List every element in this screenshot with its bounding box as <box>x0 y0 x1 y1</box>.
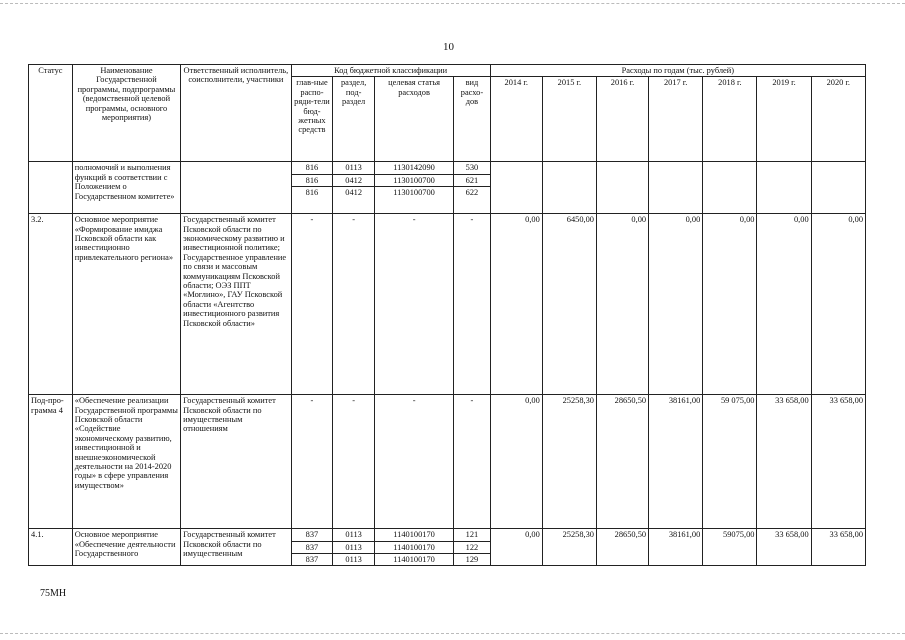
code-csr: 1130100700 <box>374 174 453 186</box>
value-cell: 0,00 <box>490 529 542 566</box>
value-cell: 0,00 <box>703 214 757 395</box>
value-cell: 0,00 <box>757 214 811 395</box>
header-status: Статус <box>29 65 73 162</box>
header-csr: целевая статья расходов <box>374 77 453 162</box>
value-cell <box>703 162 757 214</box>
value-cell: 33 658,00 <box>757 395 811 529</box>
code-rzpr: 0412 <box>333 187 375 214</box>
value-cell: 0,00 <box>811 214 865 395</box>
code-rzpr: 0113 <box>333 554 375 566</box>
header-year: 2018 г. <box>703 77 757 162</box>
scan-edge-bottom <box>0 633 905 634</box>
row-status: 4.1. <box>29 529 73 566</box>
code-csr: 1140100170 <box>374 529 453 541</box>
value-cell: 0,00 <box>649 214 703 395</box>
header-year: 2017 г. <box>649 77 703 162</box>
value-cell: 25258,30 <box>542 395 596 529</box>
code-grbs: 837 <box>291 554 333 566</box>
header-vr: вид расхо-дов <box>454 77 490 162</box>
row-name: Основное мероприятие «Формирование имиджа Псковской области как инвестиционно привлекательного региона» <box>72 214 180 395</box>
value-cell <box>596 162 648 214</box>
row-name: Основное мероприятие «Обеспечение деятельности Государственного <box>72 529 180 566</box>
page-number: 10 <box>443 41 454 53</box>
code-csr: 1140100170 <box>374 541 453 553</box>
row-name: «Обеспечение реализации Государственной программы Псковской области «Содействие экономическому развитию, инвестиционной и внешнеэкономической деятельности на 2014-2020 годы» в сфере управления имуществом» <box>72 395 180 529</box>
code-vr: 129 <box>454 554 490 566</box>
value-cell: 33 658,00 <box>757 529 811 566</box>
code-csr: 1130100700 <box>374 187 453 214</box>
value-cell: 59075,00 <box>703 529 757 566</box>
budget-table <box>28 64 866 566</box>
header-year: 2020 г. <box>811 77 865 162</box>
header-expenses: Расходы по годам (тыс. рублей) <box>490 65 865 77</box>
scan-edge-top <box>0 3 905 4</box>
row-executor: Государственный комитет Псковской области по имущественным <box>181 529 291 566</box>
code-vr: 621 <box>454 174 490 186</box>
table-row <box>29 162 866 174</box>
header-year: 2019 г. <box>757 77 811 162</box>
code-rzpr: 0113 <box>333 541 375 553</box>
value-cell: 0,00 <box>490 214 542 395</box>
value-cell: 28650,50 <box>596 529 648 566</box>
header-name: Наименование Государственной программы, подпрограммы (ведомственной целевой программы, основного мероприятия) <box>72 65 180 162</box>
code-vr: - <box>454 214 490 395</box>
code-rzpr: - <box>333 395 375 529</box>
header-budget-code: Код бюджетной классификации <box>291 65 490 77</box>
code-vr: 122 <box>454 541 490 553</box>
row-status <box>29 162 73 214</box>
table-row <box>29 529 866 541</box>
value-cell <box>811 162 865 214</box>
header-executor: Ответственный исполнитель, соисполнители, участники <box>181 65 291 162</box>
value-cell <box>757 162 811 214</box>
code-grbs: - <box>291 395 333 529</box>
row-name: полномочий и выполнения функций в соответствии с Положением о Государственном комитете» <box>72 162 180 214</box>
value-cell: 33 658,00 <box>811 395 865 529</box>
value-cell: 0,00 <box>490 395 542 529</box>
row-executor: Государственный комитет Псковской области по экономическому развитию и инвестиционной политике; Государственное управление по связи и массовым коммуникациям Псковской области; ОЭЗ ППТ «Моглино», ГАУ Псковской области «Агентство инвестиционного развития Псковской области» <box>181 214 291 395</box>
value-cell: 38161,00 <box>649 529 703 566</box>
header-year: 2014 г. <box>490 77 542 162</box>
value-cell <box>649 162 703 214</box>
code-rzpr: - <box>333 214 375 395</box>
code-csr: - <box>374 214 453 395</box>
code-vr: - <box>454 395 490 529</box>
code-grbs: 816 <box>291 187 333 214</box>
row-status: Под-про-грамма 4 <box>29 395 73 529</box>
header-row-1 <box>29 65 866 77</box>
value-cell: 38161,00 <box>649 395 703 529</box>
value-cell: 25258,30 <box>542 529 596 566</box>
code-rzpr: 0113 <box>333 162 375 174</box>
code-csr: 1140100170 <box>374 554 453 566</box>
header-rzpr: раздел, под-раздел <box>333 77 375 162</box>
code-vr: 121 <box>454 529 490 541</box>
code-grbs: - <box>291 214 333 395</box>
value-cell: 33 658,00 <box>811 529 865 566</box>
value-cell <box>542 162 596 214</box>
code-rzpr: 0412 <box>333 174 375 186</box>
footer-code: 75МН <box>40 588 67 599</box>
header-year: 2015 г. <box>542 77 596 162</box>
table-row <box>29 214 866 395</box>
value-cell <box>490 162 542 214</box>
row-executor <box>181 162 291 214</box>
code-vr: 622 <box>454 187 490 214</box>
code-grbs: 816 <box>291 162 333 174</box>
table-row <box>29 395 866 529</box>
row-status: 3.2. <box>29 214 73 395</box>
value-cell: 0,00 <box>596 214 648 395</box>
value-cell: 59 075,00 <box>703 395 757 529</box>
row-executor: Государственный комитет Псковской области по имущественным отношениям <box>181 395 291 529</box>
value-cell: 28650,50 <box>596 395 648 529</box>
code-grbs: 816 <box>291 174 333 186</box>
code-rzpr: 0113 <box>333 529 375 541</box>
code-csr: 1130142090 <box>374 162 453 174</box>
header-grbs: глав-ные распо-ряди-тели бюд-жетных средств <box>291 77 333 162</box>
code-grbs: 837 <box>291 541 333 553</box>
code-vr: 530 <box>454 162 490 174</box>
header-year: 2016 г. <box>596 77 648 162</box>
code-grbs: 837 <box>291 529 333 541</box>
value-cell: 6450,00 <box>542 214 596 395</box>
code-csr: - <box>374 395 453 529</box>
